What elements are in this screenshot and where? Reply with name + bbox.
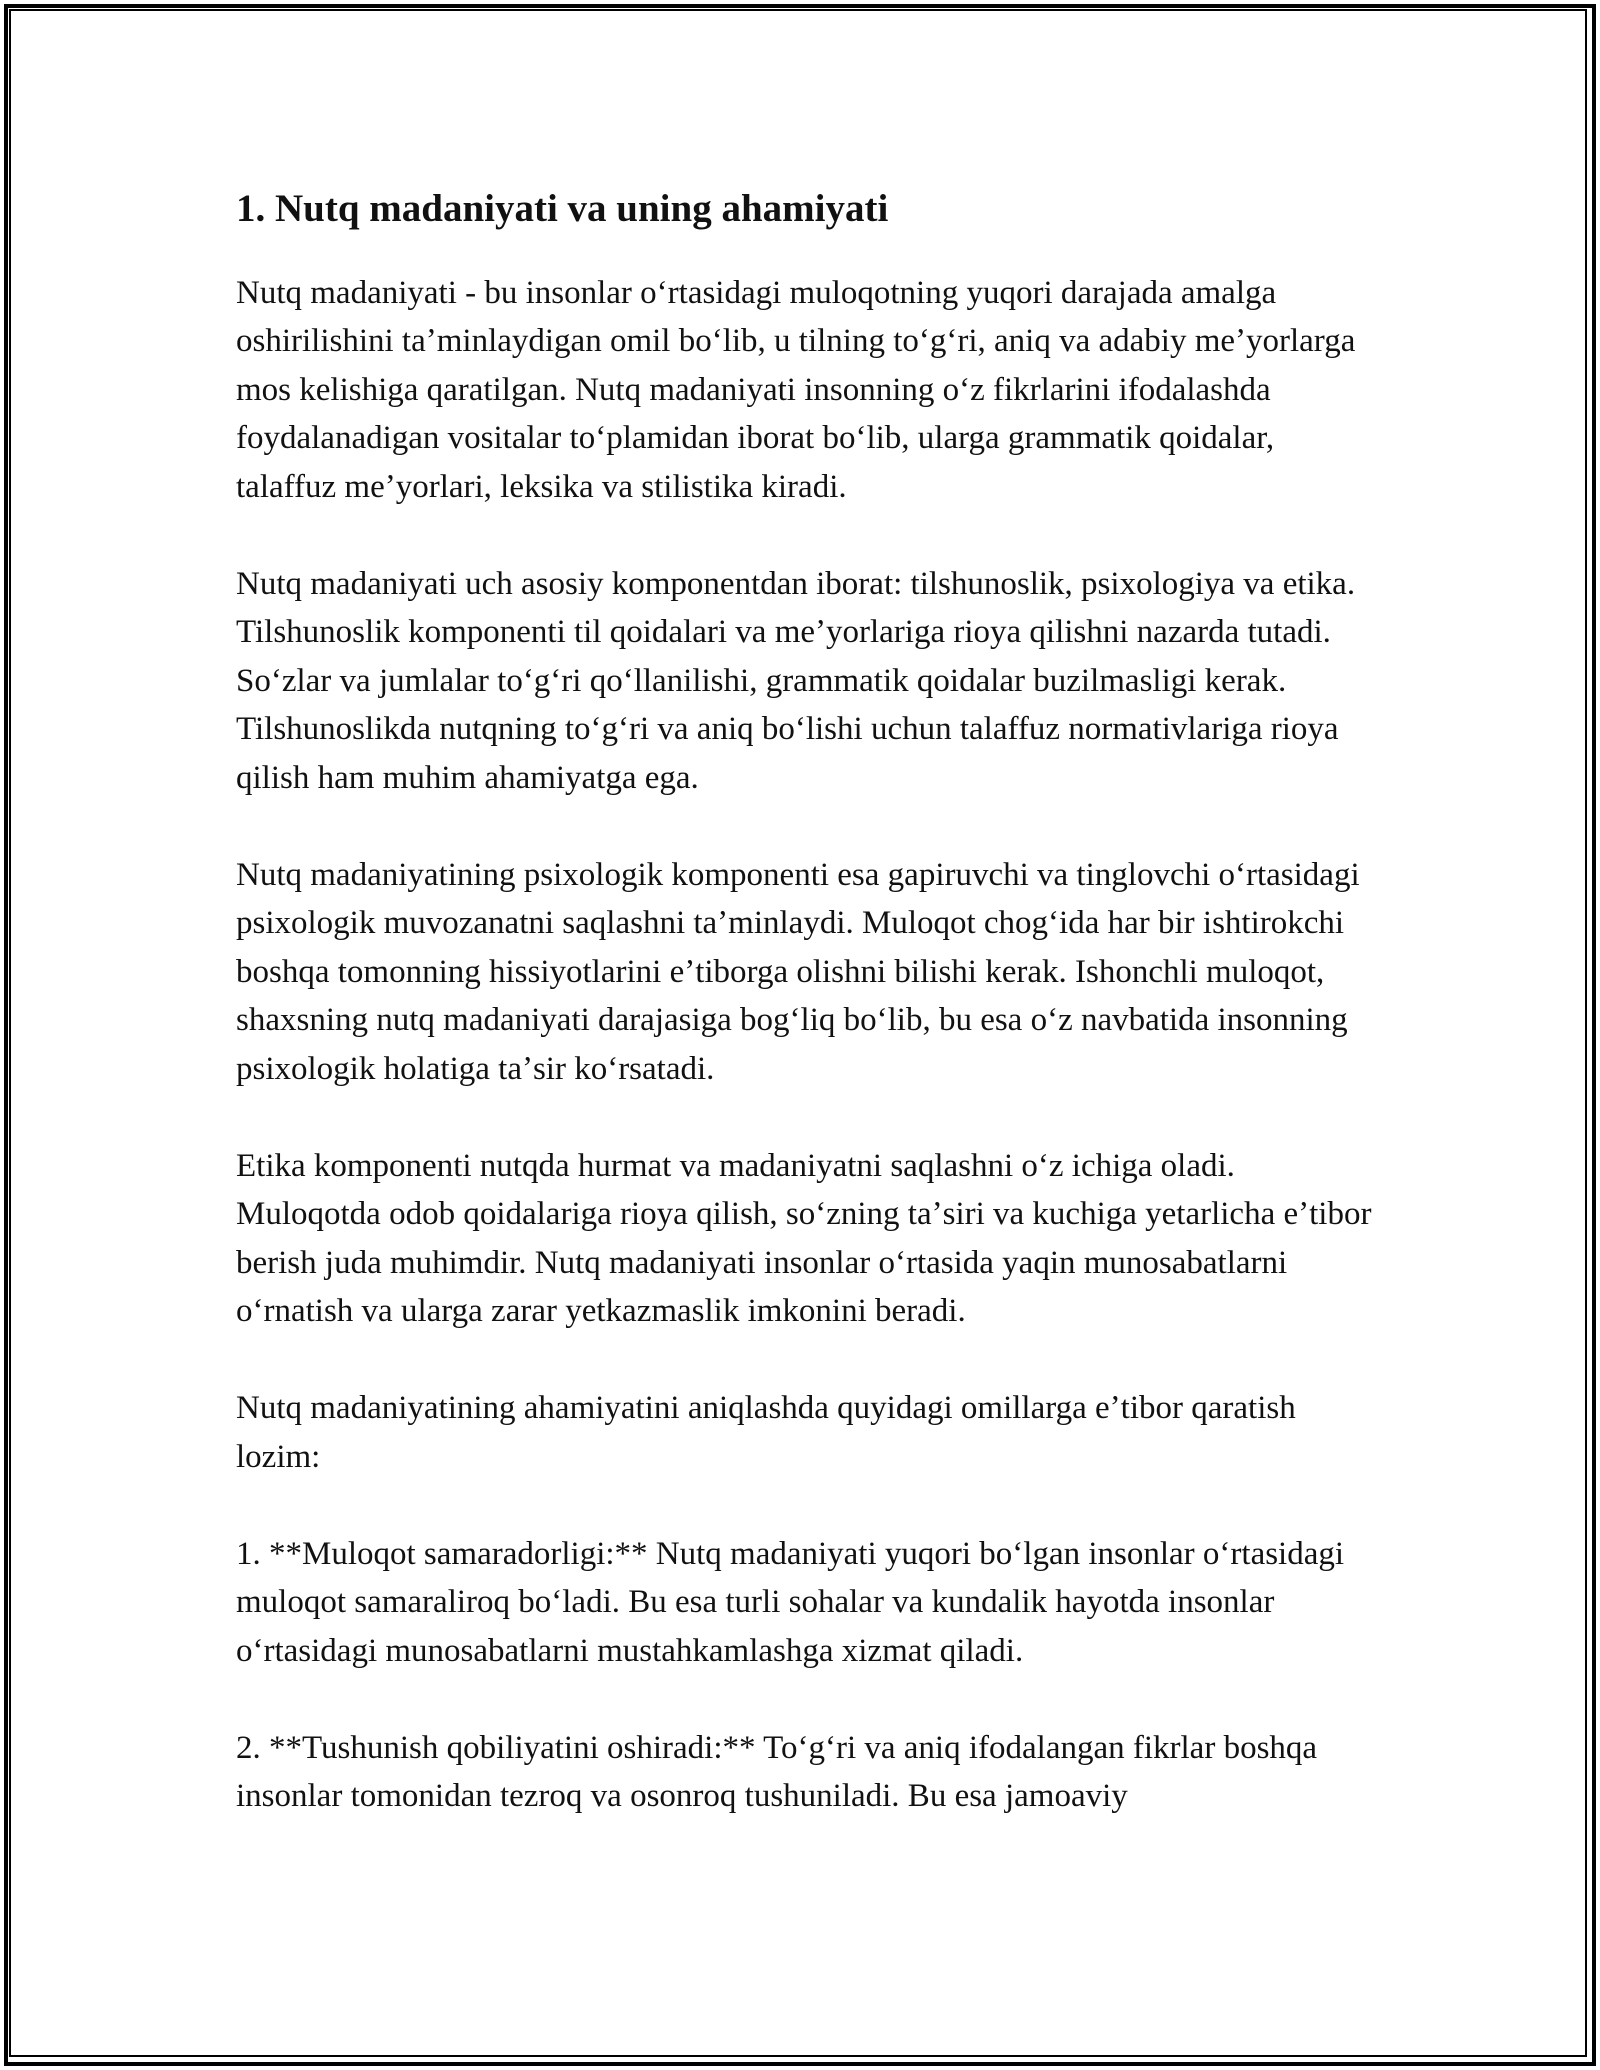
paragraph-components: Nutq madaniyati uch asosiy komponentdan iborat: tilshunoslik, psixologiya va etika. Tilshunoslik komponenti til qoidalari va meʼyorlariga rioya qilishni nazarda tutadi. Soʻzlar va jumlalar toʻgʻri qoʻllanilishi, grammatik qoidalar buzilmasligi kerak. Tilshunoslikda nutqning toʻgʻri va aniq boʻlishi uchun talaffuz normativlariga rioya qilish ham muhim ahamiyatga ega. xyxy=(236,565,1356,796)
list-item-2: 2. **Tushunish qobiliyatini oshiradi:** Toʻgʻri va aniq ifodalangan fikrlar boshqa insonlar tomonidan tezroq va osonroq tushuniladi. Bu esa jamoaviy xyxy=(236,1729,1318,1815)
list-item-1: 1. **Muloqot samaradorligi:** Nutq madaniyati yuqori boʻlgan insonlar oʻrtasidagi muloqot samaraliroq boʻladi. Bu esa turli sohalar va kundalik hayotda insonlar oʻrtasidagi munosabatlarni mustahkamlashga xizmat qiladi. xyxy=(236,1535,1345,1669)
document-title: 1. Nutq madaniyati va uning ahamiyati xyxy=(236,187,889,230)
paragraph-ethics: Etika komponenti nutqda hurmat va madaniyatni saqlashni oʻz ichiga oladi. Muloqotda odob qoidalariga rioya qilish, soʻzning taʼsiri va kuchiga yetarlicha eʼtibor berish juda muhimdir. Nutq madaniyati insonlar oʻrtasida yaqin munosabatlarni oʻrnatish va ularga zarar yetkazmaslik imkonini beradi. xyxy=(236,1147,1372,1330)
paragraph-factors-intro: Nutq madaniyatining ahamiyatini aniqlashda quyidagi omillarga eʼtibor qaratish lozim: xyxy=(236,1390,1296,1475)
paragraph-psychology: Nutq madaniyatining psixologik komponenti esa gapiruvchi va tinglovchi oʻrtasidagi psixologik muvozanatni saqlashni taʼminlaydi. Muloqot chogʻida har bir ishtirokchi boshqa tomonning hissiyotlarini eʼtiborga olishni bilishi kerak. Ishonchli muloqot, shaxsning nutq madaniyati darajasiga bogʻliq boʻlib, bu esa oʻz navbatida insonning psixologik holatiga taʼsir koʻrsatadi. xyxy=(236,856,1360,1087)
paragraph-definition: Nutq madaniyati - bu insonlar oʻrtasidagi muloqotning yuqori darajada amalga oshirilishini taʼminlaydigan omil boʻlib, u tilning toʻgʻri, aniq va adabiy meʼyorlarga mos kelishiga qaratilgan. Nutq madaniyati insonning oʻz fikrlarini ifodalashda foydalanadigan vositalar toʻplamidan iborat boʻlib, ularga grammatik qoidalar, talaffuz meʼyorlari, leksika va stilistika kiradi. xyxy=(236,274,1356,505)
document-body xyxy=(236,186,1376,1869)
